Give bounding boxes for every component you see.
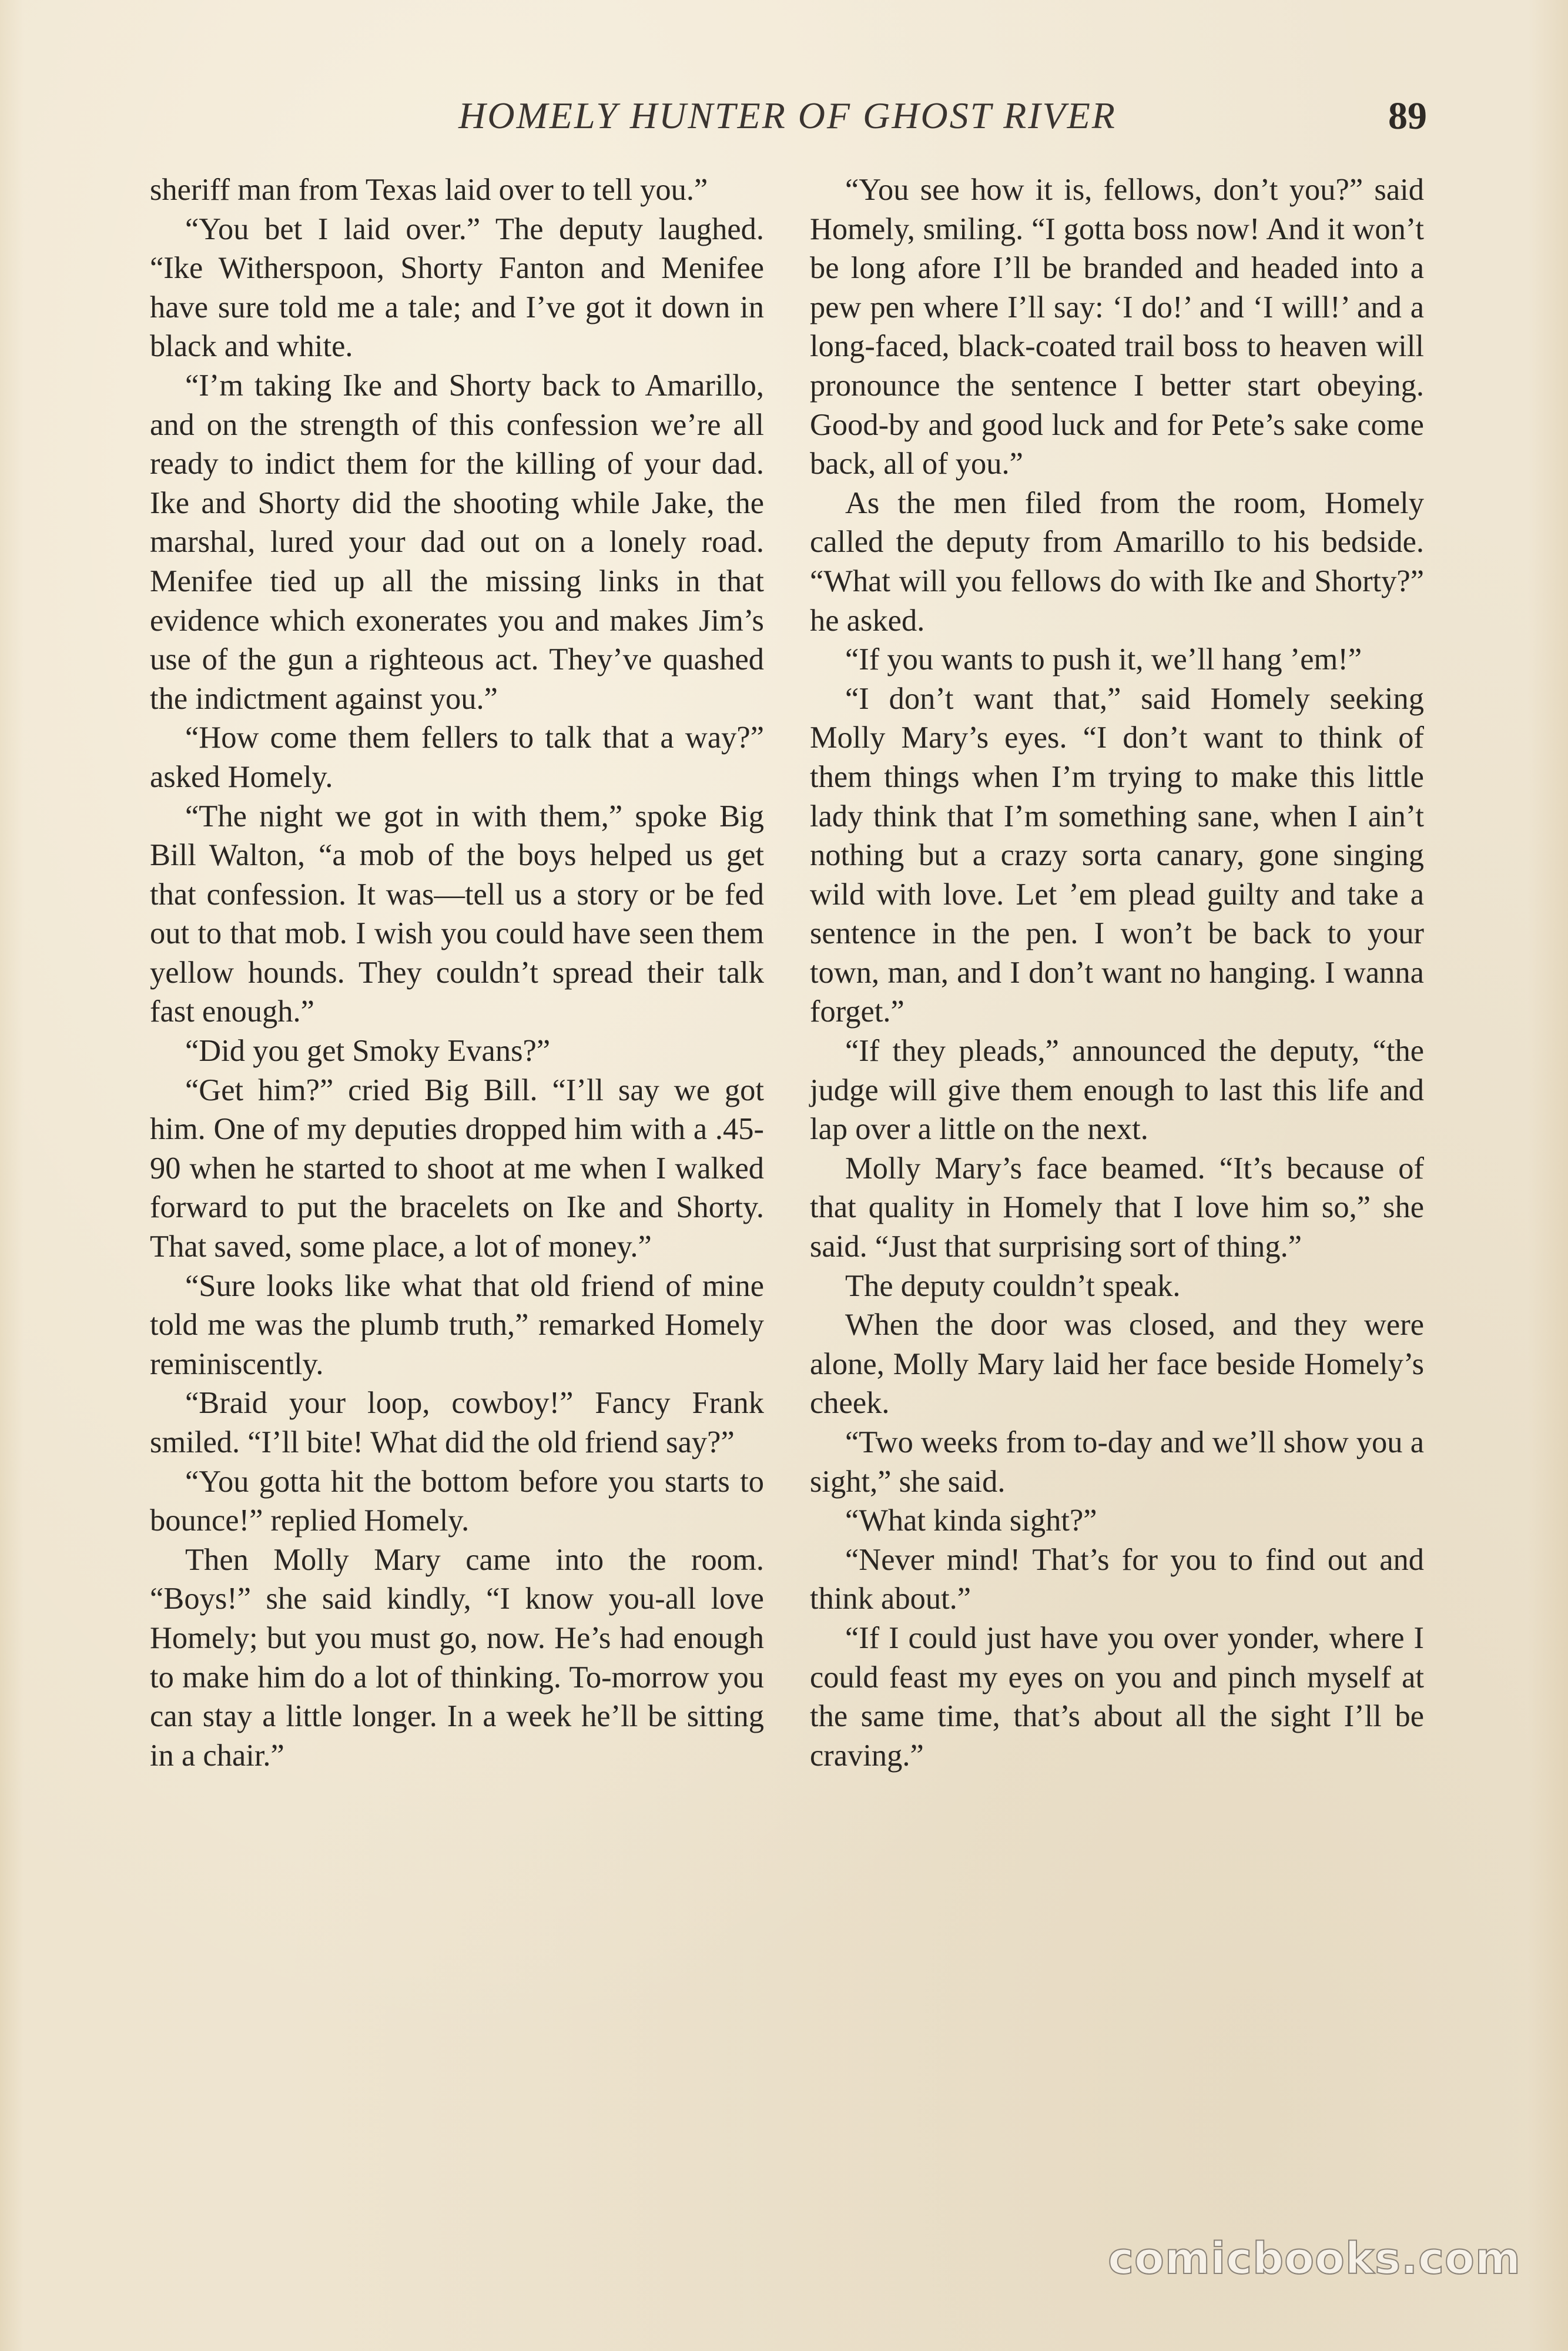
paragraph: When the door was closed, and they were alone, Molly Mary laid her face beside Homely’s cheek. — [810, 1308, 1424, 1421]
running-head: HOMELY HUNTER OF GHOST RIVER — [458, 95, 1117, 136]
paragraph: As the men filed from the room, Homely called the deputy from Amarillo to his bedside. “What will you fellows do with Ike and Shorty?” he asked. — [810, 485, 1424, 638]
paragraph: “The night we got in with them,” spoke Big Bill Walton, “a mob of the boys helped us get that confession. It was—tell us a story or be fed out to that mob. I wish you could have seen them yellow hounds. They couldn’t spread their talk fast enough.” — [150, 799, 764, 1029]
paragraph: “I’m taking Ike and Shorty back to Amarillo, and on the strength of this confession we’re all ready to indict them for the killing of your dad. Ike and Shorty did the shooting while Jake, the marshal, lured your dad out on a lonely road. Menifee tied up all the missing links in that evidence which exonerates you and makes Jim’s use of the gun a righteous act. They’ve quashed the indictment against you.” — [150, 368, 764, 716]
paragraph: “You bet I laid over.” The deputy laughed. “Ike Witherspoon, Shorty Fanton and Menifee have sure told me a tale; and I’ve got it down in black and white. — [150, 212, 764, 364]
paragraph: “If they pleads,” announced the deputy, “the judge will give them enough to last this life and lap over a little on the next. — [810, 1034, 1424, 1147]
paragraph: “Never mind! That’s for you to find out and think about.” — [810, 1542, 1424, 1616]
paragraph: “Sure looks like what that old friend of mine told me was the plumb truth,” remarked Homely reminiscently. — [150, 1268, 764, 1381]
site-watermark: comicbooks.com — [1108, 2233, 1521, 2284]
paragraph: “I don’t want that,” said Homely seeking Molly Mary’s eyes. “I don’t want to think of them things when I’m trying to make this little lady think that I’m something sane, when I ain’t nothing but a crazy sorta canary, gone singing wild with love. Let ’em plead guilty and take a sentence in the pen. I won’t be back to your town, man, and I don’t want no hanging. I wanna forget.” — [810, 681, 1424, 1029]
paragraph: Molly Mary’s face beamed. “It’s because of that quality in Homely that I love him so,” she said. “Just that surprising sort of thing.” — [810, 1151, 1424, 1264]
paragraph: The deputy couldn’t speak. — [845, 1268, 1181, 1303]
paragraph: “Braid your loop, cowboy!” Fancy Frank smiled. “I’ll bite! What did the old friend say?” — [150, 1386, 764, 1459]
paragraph: sheriff man from Texas laid over to tell you.” — [150, 173, 708, 207]
paragraph: “How come them fellers to talk that a way?” asked Homely. — [150, 721, 764, 794]
page-number: 89 — [1388, 95, 1427, 138]
paragraph: “If I could just have you over yonder, where I could feast my eyes on you and pinch myself at the same time, that’s about all the sight I’ll be craving.” — [810, 1620, 1424, 1773]
paragraph: “Did you get Smoky Evans?” — [185, 1034, 551, 1069]
paragraph: Then Molly Mary came into the room. “Boys!” she said kindly, “I know you-all love Homely; but you must go, now. He’s had enough to make him do a lot of thinking. To-morrow you can stay a little longer. In a week he’ll be sitting in a chair.” — [150, 1542, 764, 1773]
paragraph: “Two weeks from to-day and we’ll show you a sight,” she said. — [810, 1425, 1424, 1499]
paragraph: “Get him?” cried Big Bill. “I’ll say we got him. One of my deputies dropped him with a .45-90 when he started to shoot at me when I walked forward to put the bracelets on Ike and Shorty. That saved, some place, a lot of money.” — [150, 1073, 764, 1264]
paragraph: “If you wants to push it, we’ll hang ’em!” — [845, 642, 1362, 677]
paragraph: “What kinda sight?” — [845, 1503, 1097, 1538]
paragraph: “You see how it is, fellows, don’t you?” said Homely, smiling. “I gotta boss now! And it won’t be long afore I’ll be branded and headed into a pew pen where I’ll say: ‘I do!’ and ‘I will!’ and a long-faced, black-coated trail boss to heaven will pronounce the sentence I better start obeying. Good-by and good luck and for Pete’s sake come back, all of you.” — [810, 173, 1424, 481]
text-column-right — [810, 170, 1424, 1775]
text-column-left — [150, 170, 764, 1775]
paragraph: “You gotta hit the bottom before you starts to bounce!” replied Homely. — [150, 1464, 764, 1538]
